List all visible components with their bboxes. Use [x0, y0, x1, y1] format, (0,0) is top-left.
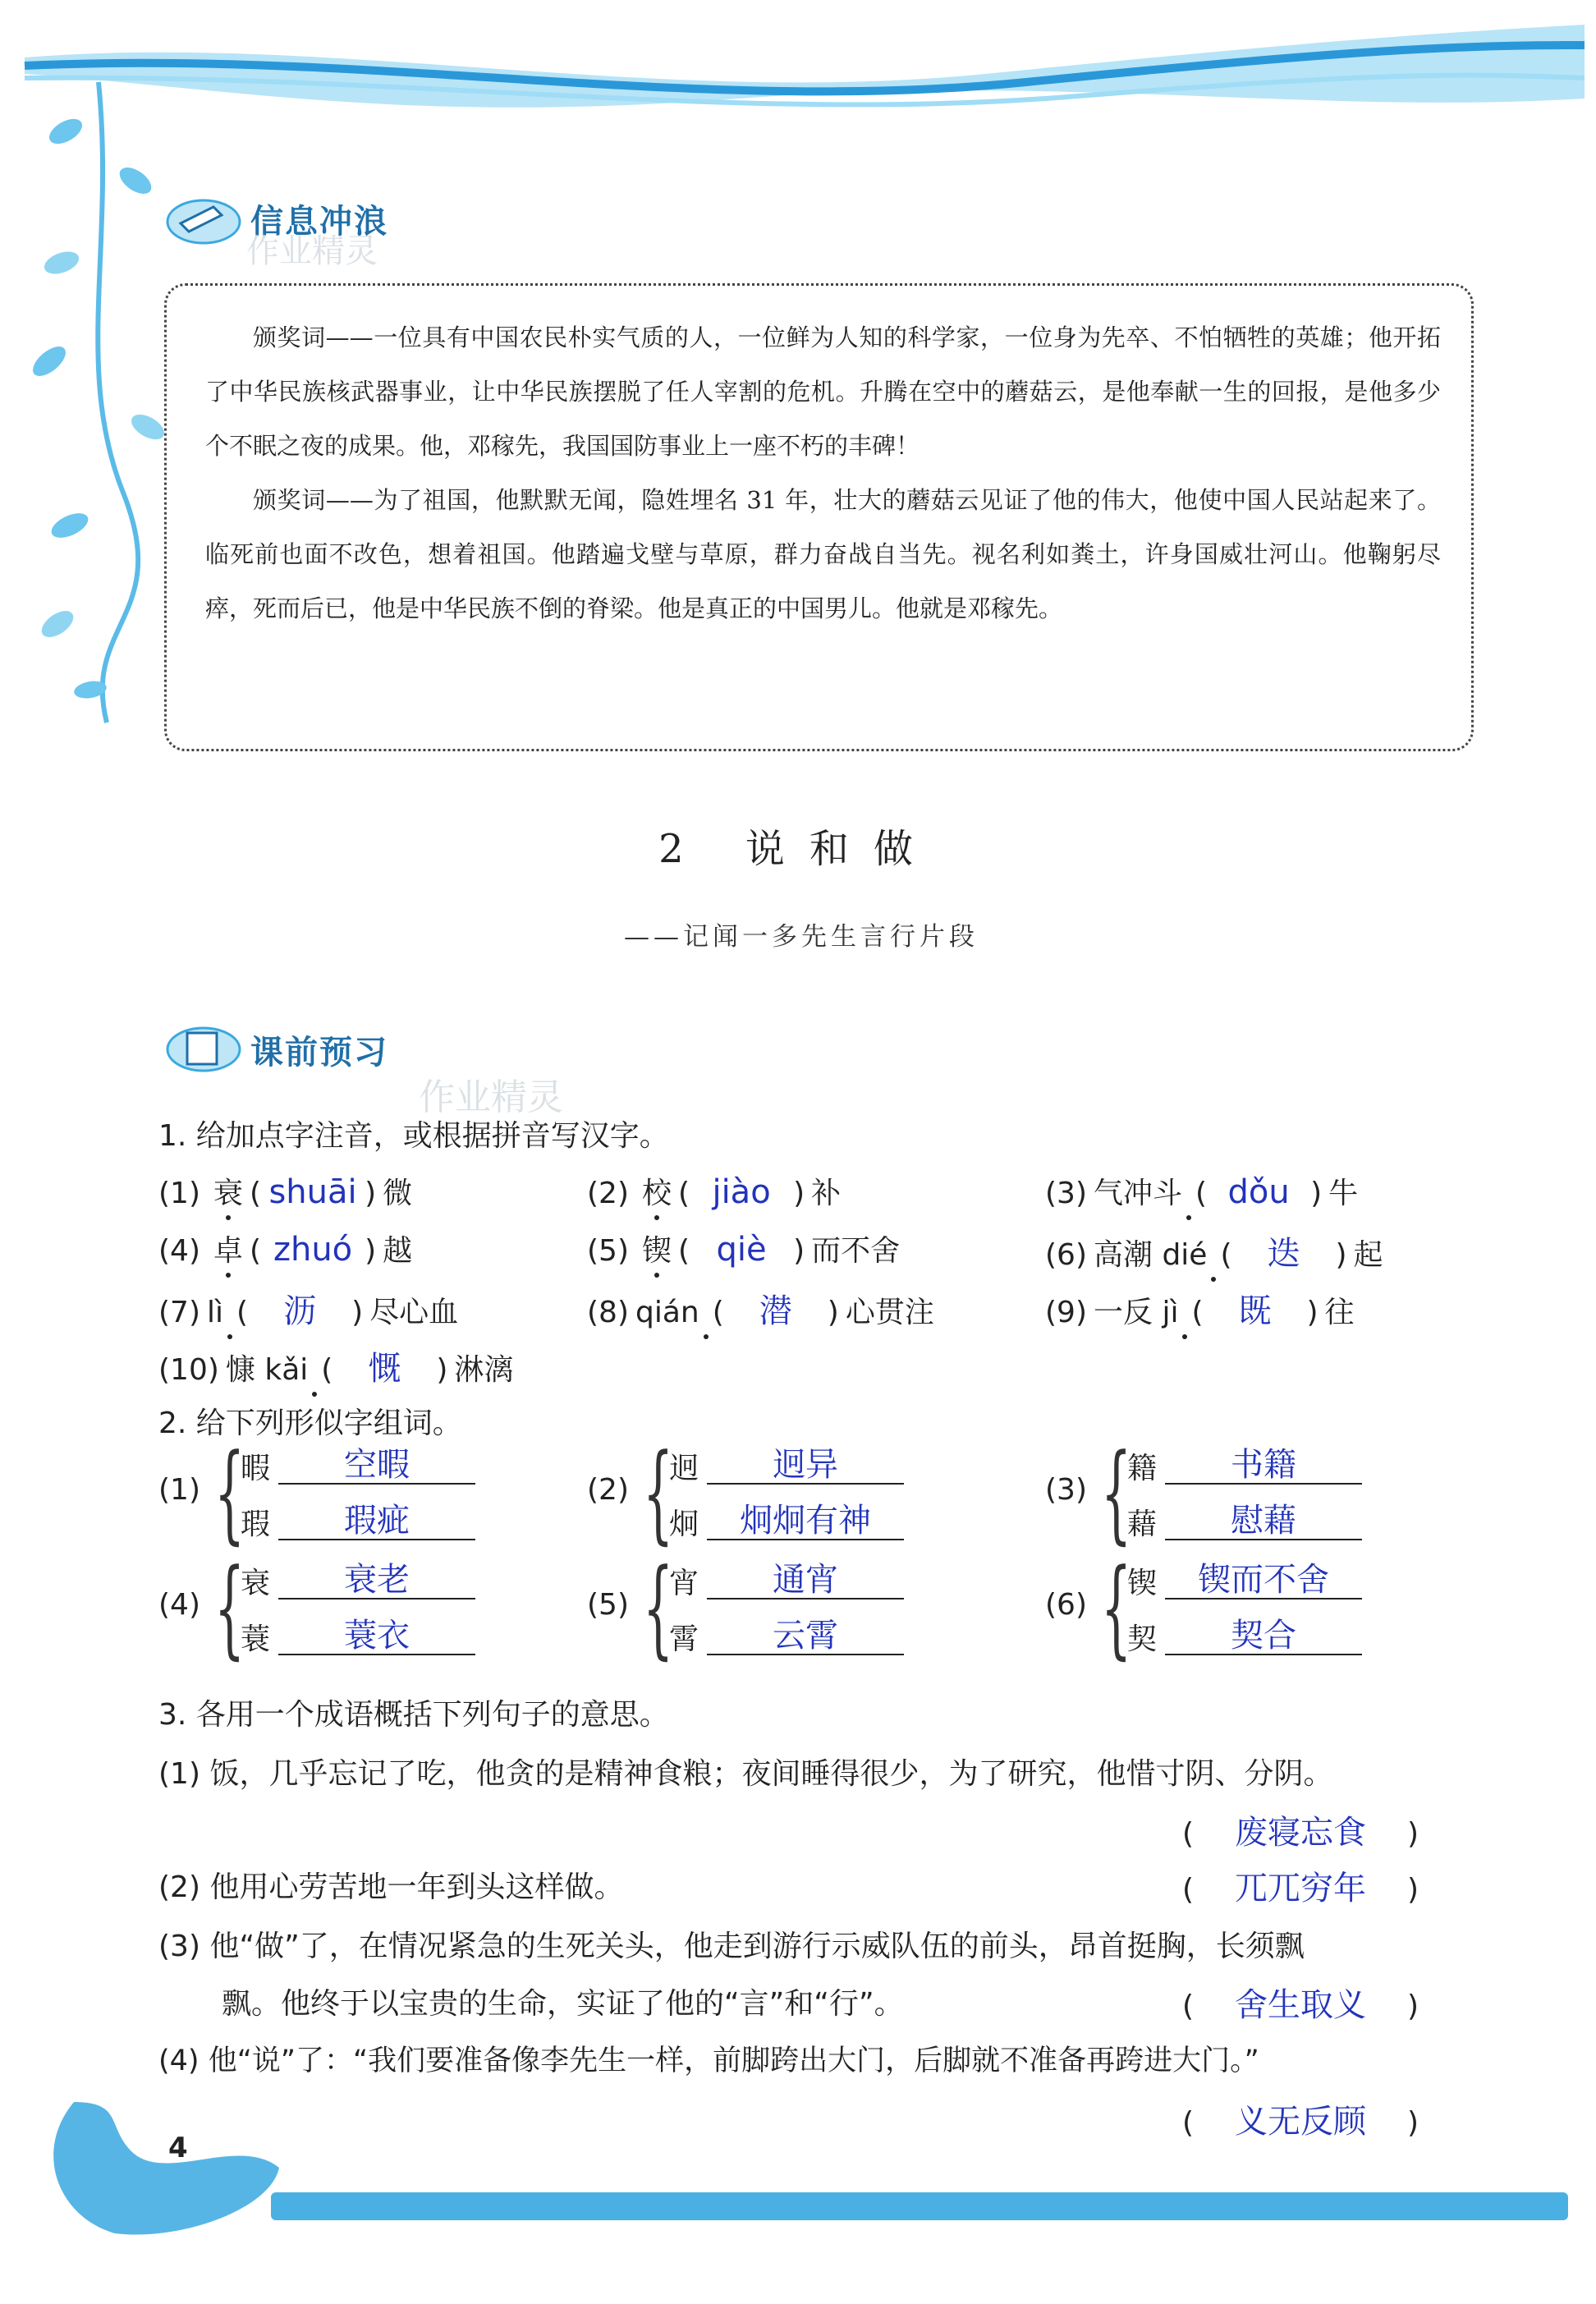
item-prefix: 慷 kǎi: [225, 1353, 309, 1387]
answer-text: dǒu: [1227, 1173, 1290, 1211]
answer-line: [278, 1539, 475, 1540]
q3-text: 他“做”了，在情况紧急的生死关头，他走到游行示威队伍的前头，昂首挺胸，长须飘: [209, 1930, 1305, 1963]
lesson-number: 2: [658, 826, 709, 872]
paren-close: ): [1310, 1177, 1323, 1210]
paren-close: ): [436, 1353, 448, 1387]
q1-item: [1045, 1285, 1361, 1332]
answer-line: [1165, 1483, 1362, 1485]
answer-text: qiè: [716, 1231, 767, 1269]
group-number: (1): [158, 1473, 200, 1507]
dotted-char: 卓: [213, 1234, 244, 1268]
watermark-text: 作业精灵: [246, 232, 378, 270]
info-text: [205, 310, 1441, 636]
answer-word-1: 衰老: [344, 1561, 410, 1599]
q3-num: (1): [158, 1757, 200, 1791]
q3-item-3-cont: 飘。他终于以宝贵的生命，实证了他的“言”和“行”。: [222, 1987, 904, 2021]
answer-text: jiào: [712, 1173, 771, 1211]
answer-text: 舍生取义: [1235, 1986, 1367, 2024]
answer-line: [707, 1539, 904, 1540]
q1-item: [158, 1228, 419, 1269]
brace-icon: {: [643, 1430, 674, 1555]
q2-group: [158, 1545, 503, 1670]
paren-open: (: [1195, 1177, 1208, 1210]
q2-group: [1045, 1545, 1390, 1670]
q3-answer-2: ( 兀兀穷年 ): [1182, 1862, 1419, 1909]
item-number: (5): [587, 1234, 629, 1268]
group-number: (4): [158, 1588, 200, 1622]
answer-line: [1165, 1539, 1362, 1540]
q1-item: [1045, 1228, 1390, 1274]
answer-word-1: 书籍: [1231, 1446, 1296, 1484]
q1-item: [158, 1285, 465, 1332]
paren-open: (: [1191, 1296, 1204, 1329]
q1-item: [587, 1228, 906, 1269]
q3-text: 饭，几乎忘记了吃，他贪的是精神食粮；夜间睡得很少，为了研究，他惜寸阴、分阴。: [209, 1757, 1333, 1791]
paren-open: (: [250, 1234, 262, 1268]
q1-item: [158, 1170, 419, 1212]
award-paragraph-1: 颁奖词——一位具有中国农民朴实气质的人，一位鲜为人知的科学家，一位身为先卒、不怕牺牲的英雄；他开拓了中华民族核武器事业，让中华民族摆脱了任人宰割的危机。升腾在空中的蘑菇云，是他奉献一生的回报，是他多少个不眠之夜的成果。他，邓稼先，我国国防事业上一座不朽的丰碑！: [205, 324, 1441, 460]
paren-open: (: [321, 1353, 333, 1387]
group-number: (5): [587, 1588, 629, 1622]
item-prefix: lì: [207, 1296, 224, 1329]
item-suffix: 越: [383, 1234, 413, 1268]
q3-answer-1: ( 废寝忘食 ): [1182, 1806, 1419, 1853]
item-number: (10): [158, 1353, 219, 1387]
lesson-subtitle: ——记闻一多先生言行片段: [624, 922, 979, 952]
item-prefix: qián: [635, 1296, 699, 1329]
q1-item: [587, 1285, 941, 1332]
q3-answer-3: ( 舍生取义 ): [1182, 1979, 1419, 2026]
brace-icon: {: [643, 1545, 674, 1670]
item-number: (1): [158, 1177, 200, 1210]
item-prefix: 一反 jì: [1094, 1296, 1179, 1329]
paren-open: (: [678, 1234, 690, 1268]
answer-text: 潜: [759, 1292, 792, 1330]
item-number: (4): [158, 1234, 200, 1268]
char-2: 霄: [669, 1622, 699, 1656]
info-section-title: 信息冲浪: [250, 203, 388, 241]
page-number: 4: [168, 2132, 188, 2164]
brace-icon: {: [1101, 1430, 1132, 1555]
answer-text: shuāi: [268, 1173, 357, 1211]
brace-icon: {: [1101, 1545, 1132, 1670]
answer-word-1: 空暇: [344, 1446, 410, 1484]
item-number: (7): [158, 1296, 200, 1329]
item-number: (6): [1045, 1238, 1087, 1272]
answer-line: [278, 1654, 475, 1655]
answer-text: 义无反顾: [1235, 2103, 1367, 2141]
dotted-char: 校: [642, 1177, 672, 1210]
item-number: (2): [587, 1177, 629, 1210]
char-1: 籍: [1127, 1452, 1158, 1485]
answer-text: 兀兀穷年: [1235, 1870, 1367, 1907]
item-number: (3): [1045, 1177, 1087, 1210]
item-suffix: 尽心血: [369, 1296, 459, 1329]
lesson-title: [0, 817, 1596, 874]
answer-line: [278, 1598, 475, 1599]
item-suffix: 牛: [1328, 1177, 1359, 1210]
answer-text: zhuó: [273, 1231, 353, 1269]
brace-icon: {: [214, 1430, 245, 1555]
q3-text: 他“说”了：“我们要准备像李先生一样，前脚跨出大门，后脚就不准备再跨进大门。”: [208, 2045, 1259, 2077]
char-2: 蓑: [241, 1622, 271, 1656]
answer-word-2: 云霄: [773, 1617, 838, 1655]
answer-line: [707, 1598, 904, 1599]
answer-line: [707, 1654, 904, 1655]
info-section-header: [164, 190, 460, 270]
answer-word-1: 通宵: [773, 1561, 838, 1599]
pencil-book-icon: [164, 190, 246, 248]
paren-close: ): [793, 1234, 805, 1268]
answer-text: 迭: [1267, 1235, 1300, 1273]
q3-item-3: [158, 1923, 1305, 1965]
answer-word-2: 蓑衣: [344, 1617, 410, 1655]
q3-prompt: 3. 各用一个成语概括下列句子的意思。: [158, 1698, 669, 1732]
paren-close: ): [365, 1234, 377, 1268]
q1-prompt: 1. 给加点字注音，或根据拼音写汉字。: [158, 1119, 669, 1153]
paren-close: ): [1306, 1296, 1319, 1329]
item-suffix: 微: [383, 1177, 413, 1210]
dotted-char: 锲: [642, 1234, 672, 1268]
answer-text: 沥: [283, 1292, 317, 1330]
q2-group: [158, 1430, 503, 1555]
item-suffix: 起: [1353, 1238, 1383, 1272]
answer-text: 慨: [368, 1350, 401, 1388]
item-prefix: 气冲斗: [1094, 1177, 1183, 1210]
q2-group: [1045, 1430, 1390, 1555]
q3-text: 他用心劳苦地一年到头这样做。: [209, 1870, 624, 1904]
group-number: (3): [1045, 1473, 1087, 1507]
char-2: 炯: [669, 1508, 699, 1541]
char-2: 藉: [1127, 1508, 1158, 1541]
answer-word-1: 锲而不舍: [1198, 1561, 1329, 1599]
answer-word-2: 炯炯有神: [740, 1502, 871, 1540]
answer-word-2: 契合: [1231, 1617, 1296, 1655]
q3-num: (4): [158, 2045, 200, 2077]
answer-line: [278, 1483, 475, 1485]
answer-line: [1165, 1654, 1362, 1655]
item-suffix: 往: [1324, 1296, 1355, 1329]
paren-close: ): [351, 1296, 364, 1329]
paren-open: (: [250, 1177, 262, 1210]
answer-word-2: 慰藉: [1231, 1502, 1296, 1540]
q3-num: (2): [158, 1870, 200, 1904]
answer-word-2: 瑕疵: [344, 1502, 410, 1540]
q3-num: (3): [158, 1930, 200, 1963]
q3-item-4: [158, 2038, 1259, 2079]
answer-line: [707, 1483, 904, 1485]
q2-prompt: 2. 给下列形似字组词。: [158, 1407, 462, 1440]
char-1: 衰: [241, 1567, 271, 1600]
lesson-name: 说和做: [745, 826, 938, 872]
paren-open: (: [236, 1296, 249, 1329]
q1-item: [1045, 1170, 1364, 1212]
char-2: 瑕: [241, 1508, 271, 1541]
char-2: 契: [1127, 1622, 1158, 1656]
group-number: (2): [587, 1473, 629, 1507]
award-paragraph-2: 颁奖词——为了祖国，他默默无闻，隐姓埋名 31 年，壮大的蘑菇云见证了他的伟大，他使中国人民站起来了。临死前也面不改色，想着祖国。他踏遍戈壁与草原，群力奋战自当先。视名利如粪土，许身国威壮河山。他鞠躬尽瘁，死而后已，他是中华民族不倒的脊梁。他是真正的中国男儿。他就是邓稼先。: [205, 486, 1441, 622]
brace-icon: {: [214, 1545, 245, 1670]
q3-item-1: [158, 1751, 1332, 1792]
char-1: 锲: [1127, 1567, 1158, 1600]
paren-close: ): [793, 1177, 805, 1210]
char-1: 宵: [669, 1567, 699, 1600]
item-suffix: 而不舍: [811, 1234, 901, 1268]
item-number: (9): [1045, 1296, 1087, 1329]
group-number: (6): [1045, 1588, 1087, 1622]
answer-line: [1165, 1598, 1362, 1599]
paren-open: (: [1220, 1238, 1232, 1272]
answer-text: 既: [1238, 1292, 1272, 1330]
answer-text: 废寝忘食: [1235, 1814, 1367, 1852]
q3-answer-4: ( 义无反顾 ): [1182, 2095, 1419, 2142]
char-1: 暇: [241, 1452, 271, 1485]
paren-open: (: [678, 1177, 690, 1210]
char-1: 迥: [669, 1452, 699, 1485]
watermark-text-2: 作业精灵: [419, 1076, 563, 1118]
item-suffix: 心贯注: [845, 1296, 934, 1329]
q2-group: [587, 1545, 932, 1670]
q1-item: [158, 1342, 520, 1389]
q3-item-2: [158, 1864, 623, 1906]
paren-close: ): [827, 1296, 839, 1329]
answer-word-1: 迥异: [773, 1446, 838, 1484]
paren-open: (: [712, 1296, 724, 1329]
item-number: (8): [587, 1296, 629, 1329]
q2-group: [587, 1430, 932, 1555]
q1-item: [587, 1170, 847, 1212]
dotted-char: 衰: [213, 1177, 244, 1210]
preview-section-title: 课前预习: [250, 1034, 388, 1072]
paren-close: ): [1335, 1238, 1347, 1272]
item-suffix: 补: [811, 1177, 842, 1210]
item-prefix: 高潮 dié: [1094, 1238, 1208, 1272]
item-suffix: 淋漓: [454, 1353, 514, 1387]
paren-close: ): [365, 1177, 377, 1210]
notebook-icon: [164, 1018, 246, 1076]
